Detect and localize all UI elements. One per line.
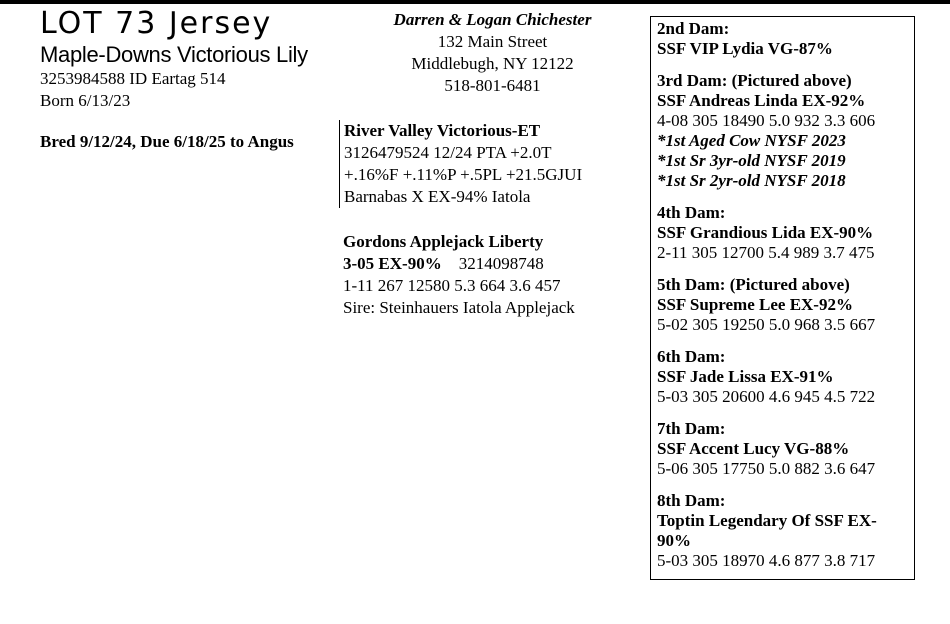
dam-record: 5-02 305 19250 5.0 968 3.5 667 [657,315,876,334]
bred-info: Bred 9/12/24, Due 6/18/25 to Angus [40,132,294,151]
sire-pta-line: 3126479524 12/24 PTA +2.0T [344,143,552,162]
consignor-phone: 518-801-6481 [444,76,541,95]
dam-section [657,71,908,191]
dam-header: 4th Dam: [657,203,726,222]
sire-pedigree-line: Barnabas X EX-94% Iatola [344,187,531,206]
maternal-sire-class-line [343,253,633,275]
dam-header: 7th Dam: [657,419,726,438]
dam-header: 6th Dam: [657,347,726,366]
dam-section [657,491,908,571]
dam-name: SSF Grandious Lida EX-90% [657,223,874,242]
dam-section [657,203,908,263]
dam-name: SSF Accent Lucy VG-88% [657,439,850,458]
dam-header: 3rd Dam: (Pictured above) [657,71,852,90]
sire-name: River Valley Victorious-ET [344,121,541,140]
dam-header: 8th Dam: [657,491,726,510]
dam-name: SSF Supreme Lee EX-92% [657,295,853,314]
registration-line: 3253984588 ID Eartag 514 [40,69,226,88]
dam-name: SSF Andreas Linda EX-92% [657,91,866,110]
dam-header: 2nd Dam: [657,19,730,38]
dam-record: 4-08 305 18490 5.0 932 3.3 606 [657,111,876,130]
consignor-block [370,9,615,97]
dam-record: 5-06 305 17750 5.0 882 3.6 647 [657,459,876,478]
dam-name: Toptin Legendary Of SSF EX-90% [657,511,877,550]
dam-section [657,19,908,59]
sire-block [339,120,634,208]
maternal-sire-record: 1-11 267 12580 5.3 664 3.6 457 [343,276,561,295]
dam-award: *1st Aged Cow NYSF 2023 [657,131,846,150]
dam-award: *1st Sr 3yr-old NYSF 2019 [657,151,846,170]
consignor-owner: Darren & Logan Chichester [393,10,592,29]
born-date: Born 6/13/23 [40,91,131,110]
maternal-sire-name: Gordons Applejack Liberty [343,232,544,251]
consignor-street: 132 Main Street [437,32,548,51]
animal-name: Maple-Downs Victorious Lily [40,42,308,67]
consignor-city: Middlebugh, NY 12122 [411,54,574,73]
dam-section [657,419,908,479]
maternal-sire-classification: 3-05 EX-90% [343,254,442,273]
top-rule [0,0,950,4]
dams-box [650,16,915,580]
maternal-sire-block [343,231,633,319]
dam-award: *1st Sr 2yr-old NYSF 2018 [657,171,846,190]
dam-name: SSF VIP Lydia VG-87% [657,39,833,58]
dam-header: 5th Dam: (Pictured above) [657,275,850,294]
dam-name: SSF Jade Lissa EX-91% [657,367,834,386]
maternal-sire-sire: Sire: Steinhauers Iatola Applejack [343,298,575,317]
dam-record: 5-03 305 18970 4.6 877 3.8 717 [657,551,876,570]
dam-record: 5-03 305 20600 4.6 945 4.5 722 [657,387,876,406]
lot-title: LOT 73 Jersey [40,6,273,41]
sire-component-line: +.16%F +.11%P +.5PL +21.5GJUI [344,165,583,184]
dam-section [657,347,908,407]
maternal-sire-reg: 3214098748 [441,254,544,273]
dam-record: 2-11 305 12700 5.4 989 3.7 475 [657,243,875,262]
dam-section [657,275,908,335]
